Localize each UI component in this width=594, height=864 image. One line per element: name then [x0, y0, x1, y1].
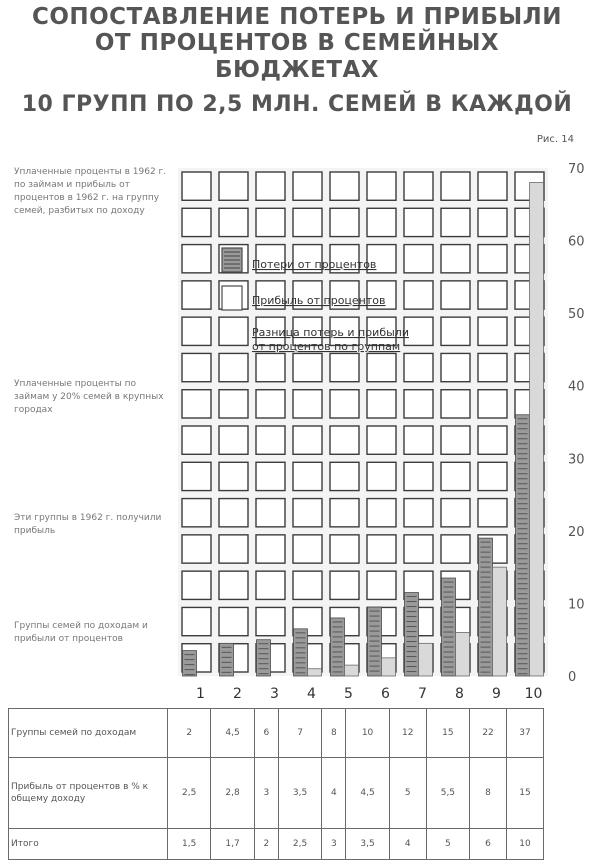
table-row-label: Прибыль от процентов в % к общему доходу	[9, 758, 168, 829]
grid-cell	[367, 353, 396, 381]
grid-cell	[330, 462, 359, 490]
grid-cell	[182, 571, 211, 599]
grid-cell	[404, 499, 433, 527]
grid-cell	[182, 390, 211, 418]
table-cell: 2	[254, 829, 278, 860]
table-cell: 37	[507, 709, 544, 758]
grid-cell	[404, 281, 433, 309]
grid-cell	[182, 535, 211, 563]
grid-cell	[441, 390, 470, 418]
grid-cell	[478, 172, 507, 200]
grid-cell	[441, 535, 470, 563]
y-tick-label: 40	[568, 379, 585, 395]
table-cell: 1,5	[168, 829, 211, 860]
grid-cell	[404, 353, 433, 381]
grid-cell	[256, 607, 285, 635]
grid-cell	[330, 535, 359, 563]
chart-title-line-2: ОТ ПРОЦЕНТОВ В СЕМЕЙНЫХ	[94, 30, 500, 56]
grid-cell	[219, 571, 248, 599]
grid-cell	[330, 499, 359, 527]
grid-cell	[219, 390, 248, 418]
grid-cell	[219, 426, 248, 454]
grid-cell	[182, 426, 211, 454]
grid-cell	[256, 390, 285, 418]
grid-cell	[330, 172, 359, 200]
table-cell: 4,5	[346, 758, 389, 829]
legend-label: Прибыль от процентов	[252, 294, 386, 307]
data-table	[8, 708, 544, 860]
x-tick-label: 2	[233, 686, 242, 702]
grid-cell	[478, 426, 507, 454]
legend-label: Потери от процентов	[252, 258, 377, 271]
grid-cell	[367, 208, 396, 236]
grid-cell	[478, 317, 507, 345]
chart-subtitle: 10 ГРУПП ПО 2,5 МЛН. СЕМЕЙ В КАЖДОЙ	[21, 92, 573, 117]
grid-cell	[404, 390, 433, 418]
table-row-label: Группы семей по доходам	[9, 709, 168, 758]
bar-7	[419, 643, 433, 676]
y-tick-label: 0	[568, 670, 577, 685]
grid-cell	[478, 390, 507, 418]
x-tick-label: 6	[381, 686, 390, 702]
y-tick-label: 10	[568, 597, 585, 613]
grid-cell	[182, 172, 211, 200]
grid-cell	[219, 499, 248, 527]
table-cell: 5	[426, 829, 469, 860]
grid-cell	[367, 535, 396, 563]
grid-cell	[441, 281, 470, 309]
table-cell: 5	[389, 758, 426, 829]
table-cell: 8	[322, 709, 346, 758]
table-cell: 8	[470, 758, 507, 829]
grid-cell	[404, 208, 433, 236]
grid-cell	[219, 172, 248, 200]
grid-cell	[441, 499, 470, 527]
grid-cell	[219, 208, 248, 236]
grid-cell	[293, 426, 322, 454]
table-cell: 5,5	[426, 758, 469, 829]
grid-cell	[293, 462, 322, 490]
grid-cell	[441, 245, 470, 273]
y-tick-label: 60	[568, 234, 585, 250]
table-cell: 10	[507, 829, 544, 860]
figure-label: Рис. 14	[536, 134, 574, 145]
grid-cell	[256, 499, 285, 527]
x-tick-label: 10	[524, 686, 543, 702]
grid-cell	[182, 462, 211, 490]
grid-cell	[219, 607, 248, 635]
table-cell: 2,5	[278, 829, 321, 860]
grid-cell	[256, 208, 285, 236]
table-cell: 4	[389, 829, 426, 860]
grid-cell	[293, 571, 322, 599]
grid-cell	[367, 390, 396, 418]
grid-cell	[293, 172, 322, 200]
grid-cell	[478, 462, 507, 490]
grid-cell	[404, 172, 433, 200]
grid-cell	[256, 462, 285, 490]
grid-cell	[330, 426, 359, 454]
chart-title-line-1: СОПОСТАВЛЕНИЕ ПОТЕРЬ И ПРИБЫЛИ	[31, 4, 563, 30]
table-cell: 6	[470, 829, 507, 860]
bar-6	[382, 658, 396, 676]
grid-cell	[182, 281, 211, 309]
table-cell: 15	[426, 709, 469, 758]
x-tick-label: 5	[344, 686, 353, 702]
grid-cell	[367, 571, 396, 599]
grid-cell	[182, 607, 211, 635]
bar-2	[220, 643, 234, 676]
grid-cell	[441, 426, 470, 454]
grid-cell	[256, 426, 285, 454]
table-cell: 4,5	[211, 709, 254, 758]
x-tick-label: 9	[492, 686, 501, 702]
grid-cell	[330, 390, 359, 418]
side-note-3: Эти группы в 1962 г. получили прибыль	[14, 513, 162, 536]
grid-cell	[478, 245, 507, 273]
grid-cell	[182, 353, 211, 381]
grid-cell	[441, 172, 470, 200]
grid-cell	[293, 390, 322, 418]
grid-cell	[478, 353, 507, 381]
grid-cell	[367, 499, 396, 527]
table-cell: 12	[389, 709, 426, 758]
table-cell: 4	[322, 758, 346, 829]
grid-cell	[441, 462, 470, 490]
legend-label: Разница потерь и прибыли	[252, 326, 409, 339]
table-cell: 3,5	[278, 758, 321, 829]
grid-cell	[219, 462, 248, 490]
x-tick-label: 1	[196, 686, 205, 702]
grid-cell	[293, 353, 322, 381]
table-row-label: Итого	[9, 829, 168, 860]
grid-cell	[478, 499, 507, 527]
grid-cell	[441, 208, 470, 236]
grid-cell	[182, 208, 211, 236]
y-tick-label: 30	[568, 452, 585, 468]
grid-cell	[293, 208, 322, 236]
bar-10	[530, 183, 544, 676]
x-tick-label: 4	[307, 686, 316, 702]
table-cell: 2	[168, 709, 211, 758]
legend-label: от процентов по группам	[252, 340, 401, 353]
bar-5	[345, 665, 359, 676]
grid-cell	[256, 571, 285, 599]
legend-swatch	[222, 286, 242, 310]
grid-cell	[404, 245, 433, 273]
grid-cell	[182, 317, 211, 345]
x-tick-label: 7	[418, 686, 427, 702]
grid-cell	[182, 245, 211, 273]
side-note-2: Уплаченные проценты по займам у 20% семей в крупных городах	[14, 379, 164, 415]
side-note-1: Уплаченные проценты в 1962 г. по займам и прибыль от процентов в 1962 г. на группу семей, разбитых по доходу	[14, 167, 167, 216]
grid-cell	[219, 353, 248, 381]
grid-cell	[330, 208, 359, 236]
grid-cell	[441, 353, 470, 381]
x-tick-label: 3	[270, 686, 279, 702]
grid-cell	[404, 462, 433, 490]
bar-4	[308, 669, 322, 676]
bar-9	[493, 567, 507, 676]
grid-cell	[478, 208, 507, 236]
table-cell: 7	[278, 709, 321, 758]
bar-3	[257, 640, 271, 676]
chart-title-line-3: БЮДЖЕТАХ	[214, 57, 380, 83]
grid-cell	[404, 426, 433, 454]
table-row	[9, 709, 544, 758]
y-tick-label: 20	[568, 524, 585, 540]
table-cell: 6	[254, 709, 278, 758]
grid-cell	[293, 499, 322, 527]
grid-cell	[256, 353, 285, 381]
grid-cell	[367, 462, 396, 490]
table-cell: 2,5	[168, 758, 211, 829]
grid-cell	[330, 353, 359, 381]
grid-cell	[256, 535, 285, 563]
table-row	[9, 829, 544, 860]
grid-cell	[478, 281, 507, 309]
table-cell: 3	[254, 758, 278, 829]
grid-cell	[182, 499, 211, 527]
y-tick-label: 70	[568, 162, 585, 177]
grid-cell	[219, 317, 248, 345]
table-cell: 10	[346, 709, 389, 758]
grid-cell	[441, 317, 470, 345]
table-cell: 15	[507, 758, 544, 829]
x-tick-label: 8	[455, 686, 464, 702]
grid-cell	[367, 426, 396, 454]
bar-7	[405, 593, 419, 676]
grid-cell	[330, 571, 359, 599]
grid-cell	[367, 172, 396, 200]
y-tick-label: 50	[568, 307, 585, 323]
table-cell: 3,5	[346, 829, 389, 860]
table-row	[9, 758, 544, 829]
side-note-4: Группы семей по доходам и прибыли от процентов	[14, 621, 148, 644]
table-cell: 2,8	[211, 758, 254, 829]
grid-cell	[219, 535, 248, 563]
grid-cell	[404, 535, 433, 563]
table-cell: 22	[470, 709, 507, 758]
grid-cell	[256, 172, 285, 200]
table-cell: 1,7	[211, 829, 254, 860]
table-cell: 3	[322, 829, 346, 860]
grid-cell	[293, 535, 322, 563]
bar-8	[456, 632, 470, 676]
